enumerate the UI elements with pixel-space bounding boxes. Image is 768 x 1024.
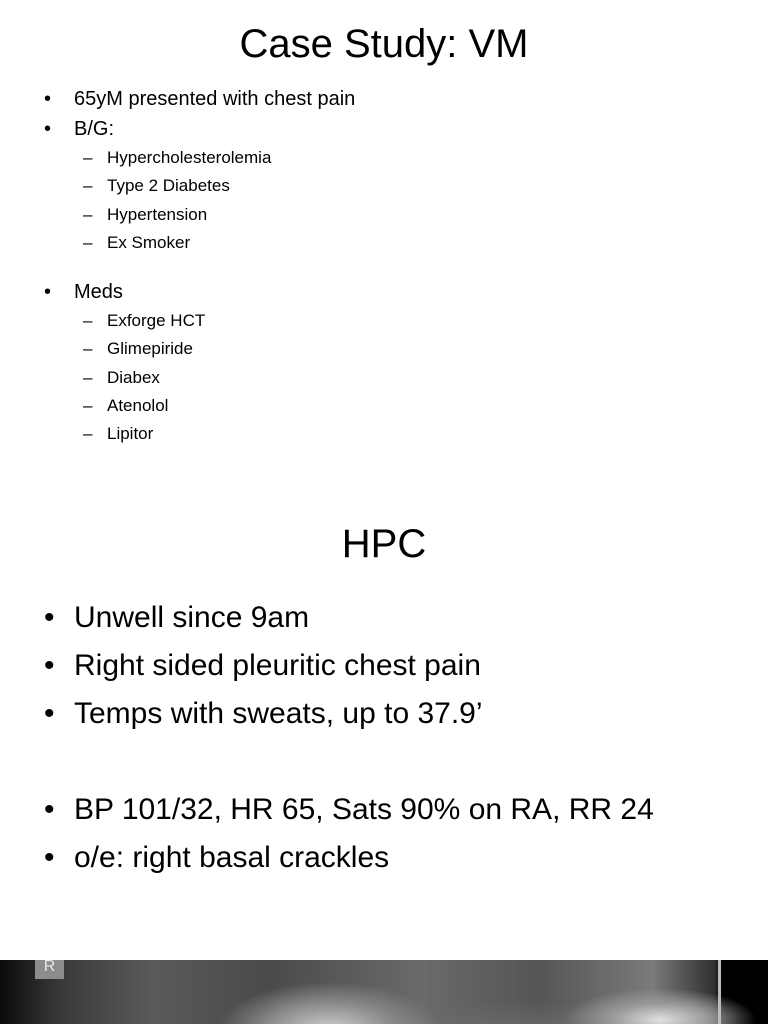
xray-edge (718, 960, 721, 1024)
hpc-bullet: • Unwell since 9am (0, 596, 768, 644)
hpc-bullet: • Right sided pleuritic chest pain (0, 644, 768, 692)
case-study-bullet-list (0, 84, 768, 449)
med-item: – Lipitor (74, 420, 768, 448)
bullet-presentation-text: 65yM presented with chest pain (74, 88, 356, 110)
hpc-bullet: • BP 101/32, HR 65, Sats 90% on RA, RR 24 (0, 788, 768, 836)
med-item: – Atenolol (74, 392, 768, 420)
hpc-bullet-list (0, 596, 768, 884)
bullet-presentation (0, 84, 768, 114)
meds-sub-list (74, 307, 768, 448)
case-study-title: Case Study: VM (239, 22, 529, 66)
background-item: – Type 2 Diabetes (74, 172, 768, 200)
background-item: – Ex Smoker (74, 229, 768, 257)
bullet-meds-text: Meds (74, 281, 123, 304)
bullet-background-text: B/G: (74, 118, 115, 140)
hpc-bullet: • o/e: right basal crackles (0, 836, 768, 884)
bullet-meds (0, 277, 768, 448)
med-item: – Exforge HCT (74, 307, 768, 335)
chest-xray-image (0, 960, 768, 1024)
med-item: – Glimepiride (74, 335, 768, 363)
background-item: – Hypertension (74, 201, 768, 229)
background-item: – Hypercholesterolemia (74, 144, 768, 172)
hpc-title: HPC (341, 522, 427, 566)
med-item: – Diabex (74, 364, 768, 392)
bullet-background (0, 114, 768, 257)
background-sub-list (74, 144, 768, 257)
hpc-bullet: • Temps with sweats, up to 37.9’ (0, 692, 768, 740)
xray-side-marker: R (35, 960, 64, 979)
